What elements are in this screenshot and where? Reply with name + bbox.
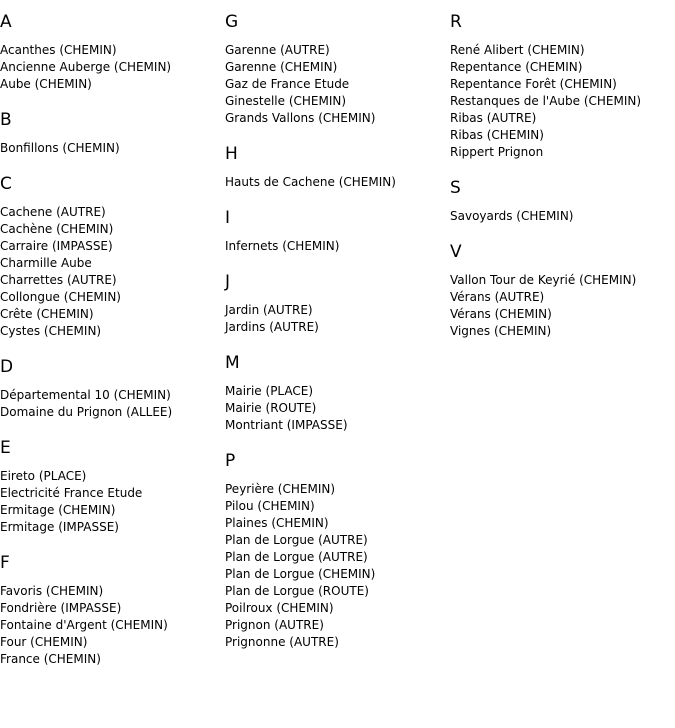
street-link[interactable]: Fondrière (IMPASSE) — [0, 601, 122, 615]
list-item — [450, 76, 641, 93]
street-link[interactable]: Hauts de Cachene (CHEMIN) — [225, 175, 396, 189]
list-item — [450, 127, 641, 144]
street-link[interactable]: Prignonne (AUTRE) — [225, 635, 339, 649]
letter-heading: J — [225, 272, 231, 292]
list-item — [0, 204, 172, 221]
list-item — [0, 519, 172, 536]
list-item — [0, 634, 172, 651]
list-item — [225, 93, 396, 110]
letter-heading: G — [225, 12, 239, 32]
list-item — [0, 468, 172, 485]
street-link[interactable]: France (CHEMIN) — [0, 652, 101, 666]
list-item — [225, 302, 396, 319]
list-item — [0, 387, 172, 404]
street-link[interactable]: Mairie (ROUTE) — [225, 401, 317, 415]
list-item — [225, 400, 396, 417]
street-link[interactable]: Bonfillons (CHEMIN) — [0, 141, 120, 155]
list-item — [225, 417, 396, 434]
street-link[interactable]: Fontaine d'Argent (CHEMIN) — [0, 618, 168, 632]
list-item — [0, 502, 172, 519]
street-link[interactable]: Mairie (PLACE) — [225, 384, 314, 398]
list-item — [225, 481, 396, 498]
street-link[interactable]: Garenne (CHEMIN) — [225, 60, 338, 74]
street-link[interactable]: Cachène (CHEMIN) — [0, 222, 114, 236]
street-link[interactable]: Carraire (IMPASSE) — [0, 239, 113, 253]
letter-heading: E — [0, 438, 11, 458]
letter-heading: D — [0, 357, 14, 377]
street-link[interactable]: Jardins (AUTRE) — [225, 320, 319, 334]
list-item — [450, 208, 641, 225]
street-link[interactable]: Charmille Aube — [0, 256, 92, 270]
letter-group — [225, 353, 396, 434]
letter-group — [0, 12, 172, 93]
list-item — [225, 238, 396, 255]
street-link[interactable]: Gaz de France Etude — [225, 77, 350, 91]
street-link[interactable]: Ginestelle (CHEMIN) — [225, 94, 347, 108]
list-item — [450, 42, 641, 59]
list-item — [450, 306, 641, 323]
list-item — [0, 600, 172, 617]
letter-group — [0, 438, 172, 536]
letter-group — [0, 357, 172, 421]
street-link[interactable]: Départemental 10 (CHEMIN) — [0, 388, 171, 402]
letter-heading: H — [225, 144, 238, 164]
street-link[interactable]: Peyrière (CHEMIN) — [225, 482, 336, 496]
street-index-column-2 — [225, 0, 396, 651]
street-link[interactable]: Cachene (AUTRE) — [0, 205, 106, 219]
street-link[interactable]: Plan de Lorgue (CHEMIN) — [225, 567, 376, 581]
street-list — [225, 302, 396, 336]
list-item — [225, 583, 396, 600]
street-list — [0, 140, 172, 157]
street-list — [0, 42, 172, 93]
list-item — [225, 319, 396, 336]
street-link[interactable]: Domaine du Prignon (ALLEE) — [0, 405, 173, 419]
street-list — [225, 238, 396, 255]
list-item — [225, 515, 396, 532]
list-item — [0, 306, 172, 323]
street-link[interactable]: Acanthes (CHEMIN) — [0, 43, 117, 57]
list-item — [225, 59, 396, 76]
list-item — [450, 272, 641, 289]
street-link[interactable]: Vignes (CHEMIN) — [450, 324, 552, 338]
street-link[interactable]: Plan de Lorgue (ROUTE) — [225, 584, 369, 598]
letter-heading: S — [450, 178, 461, 198]
street-link[interactable]: Pilou (CHEMIN) — [225, 499, 315, 513]
letter-heading: I — [225, 208, 231, 228]
letter-group — [225, 208, 396, 255]
list-item — [225, 42, 396, 59]
letter-group — [0, 174, 172, 340]
street-list — [0, 468, 172, 536]
list-item — [225, 383, 396, 400]
list-item — [225, 600, 396, 617]
street-link[interactable]: Garenne (AUTRE) — [225, 43, 330, 57]
list-item — [0, 140, 172, 157]
street-list — [225, 481, 396, 651]
letter-heading: R — [450, 12, 462, 32]
list-item — [0, 272, 172, 289]
street-link[interactable]: Prignon (AUTRE) — [225, 618, 324, 632]
list-item — [450, 144, 641, 161]
street-link[interactable]: Restanques de l'Aube (CHEMIN) — [450, 94, 642, 108]
street-link[interactable]: René Alibert (CHEMIN) — [450, 43, 585, 57]
letter-heading: P — [225, 451, 236, 471]
letter-group — [450, 12, 641, 161]
letter-group — [225, 12, 396, 127]
list-item — [0, 323, 172, 340]
list-item — [225, 549, 396, 566]
street-list — [225, 42, 396, 127]
letter-heading: V — [450, 242, 462, 262]
street-list — [450, 272, 641, 340]
list-item — [0, 583, 172, 600]
list-item — [225, 110, 396, 127]
street-index-column-3 — [450, 0, 641, 340]
street-link[interactable]: Collongue (CHEMIN) — [0, 290, 121, 304]
street-link[interactable]: Electricité France Etude — [0, 486, 143, 500]
list-item — [450, 289, 641, 306]
list-item — [450, 110, 641, 127]
letter-group — [0, 553, 172, 668]
letter-group — [450, 242, 641, 340]
street-link[interactable]: Crête (CHEMIN) — [0, 307, 94, 321]
letter-group — [225, 272, 396, 336]
street-link[interactable]: Charrettes (AUTRE) — [0, 273, 117, 287]
list-item — [0, 289, 172, 306]
list-item — [0, 42, 172, 59]
letter-heading: F — [0, 553, 10, 573]
street-link[interactable]: Eireto (PLACE) — [0, 469, 87, 483]
street-link[interactable]: Ermitage (CHEMIN) — [0, 503, 116, 517]
street-link[interactable]: Plaines (CHEMIN) — [225, 516, 329, 530]
street-list — [225, 174, 396, 191]
list-item — [0, 255, 172, 272]
list-item — [0, 485, 172, 502]
list-item — [0, 238, 172, 255]
street-link[interactable]: Ribas (CHEMIN) — [450, 128, 544, 142]
list-item — [450, 59, 641, 76]
street-link[interactable]: Vérans (AUTRE) — [450, 290, 545, 304]
list-item — [0, 76, 172, 93]
list-item — [0, 404, 172, 421]
letter-heading: M — [225, 353, 240, 373]
list-item — [225, 498, 396, 515]
street-link[interactable]: Vallon Tour de Keyrié (CHEMIN) — [450, 273, 637, 287]
letter-group — [225, 144, 396, 191]
letter-heading: C — [0, 174, 12, 194]
list-item — [0, 617, 172, 634]
list-item — [0, 221, 172, 238]
street-link[interactable]: Repentance Forêt (CHEMIN) — [450, 77, 617, 91]
street-link[interactable]: Four (CHEMIN) — [0, 635, 88, 649]
street-list — [0, 204, 172, 340]
street-link[interactable]: Plan de Lorgue (AUTRE) — [225, 533, 368, 547]
street-link[interactable]: Rippert Prignon — [450, 145, 544, 159]
list-item — [225, 566, 396, 583]
street-list — [0, 387, 172, 421]
list-item — [0, 59, 172, 76]
list-item — [225, 174, 396, 191]
list-item — [225, 617, 396, 634]
letter-heading: A — [0, 12, 12, 32]
street-link[interactable]: Aube (CHEMIN) — [0, 77, 92, 91]
street-link[interactable]: Favoris (CHEMIN) — [0, 584, 104, 598]
street-list — [225, 383, 396, 434]
street-index-column-1 — [0, 0, 172, 668]
street-link[interactable]: Ermitage (IMPASSE) — [0, 520, 119, 534]
street-link[interactable]: Infernets (CHEMIN) — [225, 239, 340, 253]
list-item — [0, 651, 172, 668]
street-link[interactable]: Ribas (AUTRE) — [450, 111, 537, 125]
list-item — [450, 323, 641, 340]
list-item — [450, 93, 641, 110]
street-list — [450, 208, 641, 225]
letter-group — [225, 451, 396, 651]
list-item — [225, 76, 396, 93]
street-link[interactable]: Ancienne Auberge (CHEMIN) — [0, 60, 172, 74]
street-link[interactable]: Cystes (CHEMIN) — [0, 324, 102, 338]
street-link[interactable]: Poilroux (CHEMIN) — [225, 601, 334, 615]
list-item — [225, 634, 396, 651]
letter-group — [450, 178, 641, 225]
street-list — [450, 42, 641, 161]
street-link[interactable]: Grands Vallons (CHEMIN) — [225, 111, 376, 125]
list-item — [225, 532, 396, 549]
street-list — [0, 583, 172, 668]
street-link[interactable]: Repentance (CHEMIN) — [450, 60, 583, 74]
letter-heading: B — [0, 110, 12, 130]
street-link[interactable]: Plan de Lorgue (AUTRE) — [225, 550, 368, 564]
letter-group — [0, 110, 172, 157]
street-link[interactable]: Savoyards (CHEMIN) — [450, 209, 574, 223]
street-link[interactable]: Montriant (IMPASSE) — [225, 418, 348, 432]
street-link[interactable]: Vérans (CHEMIN) — [450, 307, 552, 321]
street-link[interactable]: Jardin (AUTRE) — [225, 303, 313, 317]
